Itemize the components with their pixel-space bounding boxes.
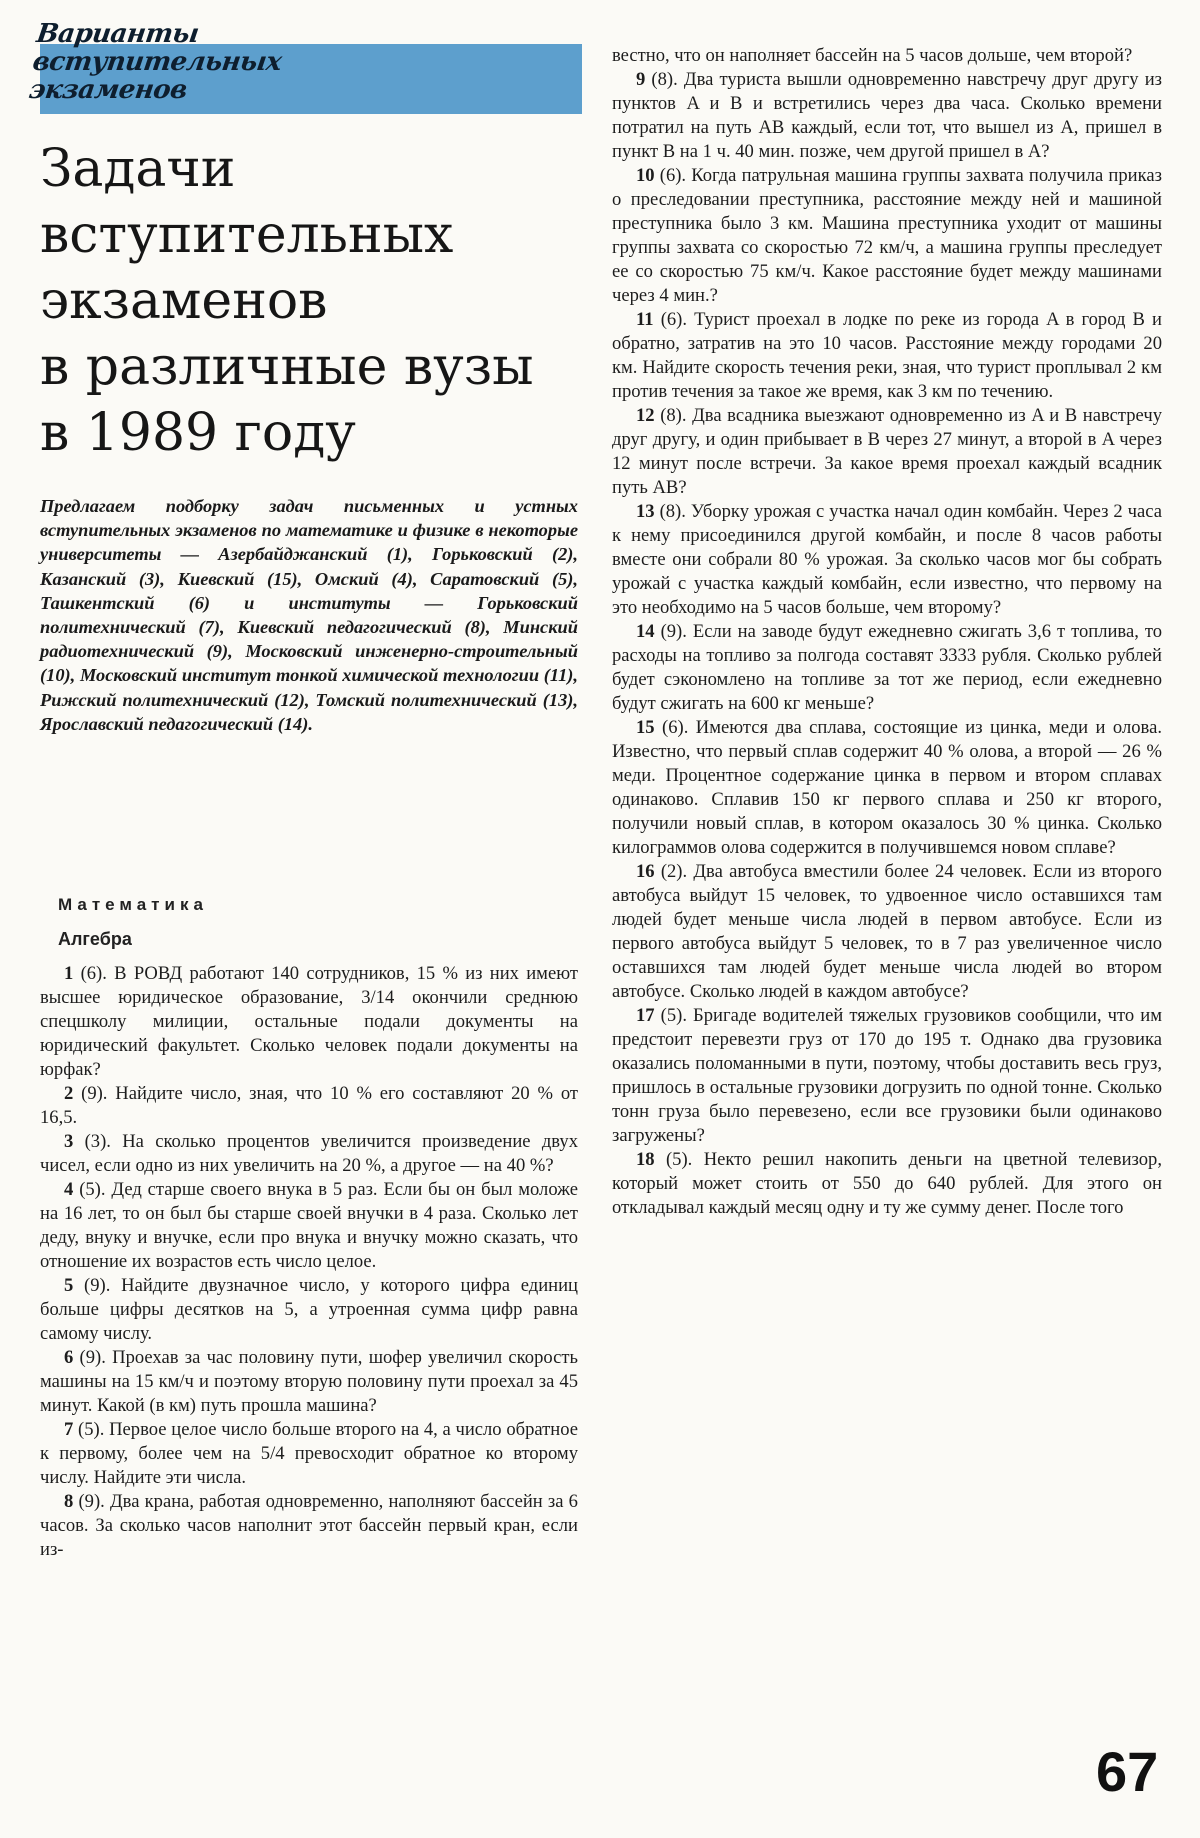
page-number: 67 [1096, 1740, 1159, 1803]
problem-4 [40, 1178, 578, 1274]
problem-16 [612, 860, 1162, 1004]
problem-number: 11 [636, 309, 654, 330]
problem-text: Два крана, работая одновременно, наполняют бассейн за 6 часов. За сколько часов наполнит этот бассейн первый кран, если из- [40, 1491, 578, 1560]
problem-source: (9). [79, 1347, 106, 1368]
problem-17 [612, 1004, 1162, 1148]
problem-number: 13 [636, 501, 655, 522]
problem-number: 1 [64, 963, 74, 984]
problem-18 [612, 1148, 1162, 1220]
problem-8-continuation: вестно, что он наполняет бассейн на 5 часов дольше, чем второй? [612, 45, 1133, 66]
title-line-4: в различные вузы [40, 337, 534, 397]
problem-source: (3). [84, 1131, 111, 1152]
title-line-5: в 1989 году [40, 403, 356, 463]
problem-number: 6 [64, 1347, 74, 1368]
problem-source: (6). [659, 165, 687, 186]
subsection-heading: Алгебра [58, 929, 132, 949]
problem-text: Два туриста вышли одновременно навстречу друг другу из пунктов A и B и встретились через два часа. Сколько времени потратил на путь AB каждый, если тот, что вышел из A, пришел в пункт B на 1 ч. 40 мин. позже, чем другой пришел в A? [612, 69, 1162, 162]
problem-5 [40, 1274, 578, 1346]
problem-source: (5). [660, 1005, 687, 1026]
problem-source: (2). [660, 861, 688, 882]
problem-number: 18 [636, 1149, 655, 1170]
problem-text: Бригаде водителей тяжелых грузовиков сообщили, что им предстоит перевезти груз от 170 до 195 т. Однако два грузовика оказались поломанными в пути, поэтому, чтобы доставить весь груз, пришлось в остальные грузовики догрузить по одной тонне. Сколько тонн груза было перевезено, если все грузовики были одинаково загружены? [612, 1005, 1162, 1146]
problem-9 [612, 68, 1162, 164]
problem-source: (9). [660, 621, 687, 642]
problem-text: Уборку урожая с участка начал один комбайн. Через 2 часа к нему присоединился другой комбайн, и после 8 часов работы вместе они собрали 80 % урожая. За сколько часов мог бы собрать урожай с участка каждый комбайн, если известно, что первому на это необходимо на 5 часов больше, чем второму? [612, 501, 1162, 618]
problem-text: Дед старше своего внука в 5 раз. Если бы он был моложе на 16 лет, то он был бы старше своей внучки в 4 раза. Сколько лет деду, внуку и внучке, если про внука и внучку можно сказать, что отношение их возрастов есть число целое. [40, 1179, 579, 1272]
problem-text: Два всадника выезжают одновременно из A и B навстречу друг другу, и один прибывает в B через 27 минут, а второй в A через 12 минут после встречи. За какое время проехал каждый всадник путь AB? [612, 405, 1162, 498]
rubric-script [25, 20, 398, 116]
problem-number: 4 [64, 1179, 74, 1200]
problem-number: 15 [636, 717, 655, 738]
problem-number: 12 [636, 405, 655, 426]
problem-1 [40, 962, 578, 1082]
title-line-2: вступительных [40, 205, 454, 265]
problem-text: Имеются два сплава, состоящие из цинка, меди и олова. Известно, что первый сплав содержит 40 % олова, а второй — 26 % меди. Процентное содержание цинка в первом и втором сплавах одинаково. Сплавив 150 кг первого сплава и 250 кг второго, получили новый сплав, в котором оказалось 30 % цинка. Сколько килограммов олова содержится в получившемся новом сплаве? [612, 717, 1162, 858]
problem-3 [40, 1130, 578, 1178]
intro-paragraph: Предлагаем подборку задач письменных и устных вступительных экзаменов по математике и физике в некоторые университеты — Азербайджанский (1), Горьковский (2), Казанский (3), Киевский (15), Омский (4), Саратовский (5), Ташкентский (6) и институты — Горьковский политехнический (7), Киевский педагогический (8), Минский радиотехнический (9), Московский инженерно-строительный (10), Московский институт тонкой химической технологии (11), Рижский политехнический (12), Томский политехнический (13), Ярославский педагогический (14). [40, 496, 578, 734]
problem-number: 7 [64, 1419, 74, 1440]
article-title [40, 136, 580, 466]
problem-number: 8 [64, 1491, 74, 1512]
problem-8 [40, 1490, 578, 1562]
problem-14 [612, 620, 1162, 716]
problem-source: (9). [84, 1275, 111, 1296]
problem-source: (5). [79, 1179, 106, 1200]
problem-source: (8). [660, 405, 687, 426]
problem-15 [612, 716, 1162, 860]
problem-text: Найдите число, зная, что 10 % его составляют 20 % от 16,5. [40, 1083, 579, 1128]
right-column [612, 44, 1162, 1220]
problem-text: Некто решил накопить деньги на цветной телевизор, который может стоить от 550 до 640 рублей. Для этого он откладывал каждый месяц одну и ту же сумму денег. После того [612, 1149, 1162, 1218]
problem-text: Турист проехал в лодке по реке из города A в город B и обратно, затратив на это 10 часов. Расстояние между городами 20 км. Найдите скорость течения реки, зная, что турист проплывал 2 км против течения за такое же время, как 3 км по течению. [612, 309, 1162, 402]
problem-number: 3 [64, 1131, 74, 1152]
section-heading: Математика [58, 895, 208, 914]
rubric-line-2: вступительных [30, 47, 284, 77]
problem-13 [612, 500, 1162, 620]
problem-number: 17 [636, 1005, 655, 1026]
problem-number: 16 [636, 861, 655, 882]
problem-11 [612, 308, 1162, 404]
left-column [40, 962, 578, 1562]
problem-7 [40, 1418, 578, 1490]
problem-source: (5). [78, 1419, 105, 1440]
title-line-1: Задачи [40, 139, 236, 199]
problem-source: (6). [80, 963, 107, 984]
problem-text: Первое целое число больше второго на 4, а число обратное к первому, более чем на 5/4 превосходит обратное ко второму числу. Найдите эти числа. [40, 1419, 579, 1488]
problem-source: (8). [659, 501, 686, 522]
problem-text: Когда патрульная машина группы захвата получила приказ о преследовании преступника, расстояние между ней и машиной преступника было 3 км. Машина преступника уходит от машины группы захвата со скоростью 72 км/ч, а машина группы преследует ее со скоростью 75 км/ч. Какое расстояние будет между машинами через 4 мин.? [612, 165, 1162, 306]
problem-source: (8). [651, 69, 678, 90]
problem-source: (9). [81, 1083, 108, 1104]
problem-number: 14 [636, 621, 655, 642]
rubric-line-3: экзаменов [26, 75, 189, 105]
problem-text: Если на заводе будут ежедневно сжигать 3,6 т топлива, то расходы на топливо за полгода составят 3333 рубля. Сколько рублей будет сэкономлено на топливе за тот же период, если ежедневно будут сжигать на 600 кг меньше? [612, 621, 1162, 714]
problem-text: Проехав за час половину пути, шофер увеличил скорость машины на 15 км/ч и поэтому вторую половину пути проехал за 45 минут. Какой (в км) путь прошла машина? [40, 1347, 578, 1416]
problem-source: (9). [78, 1491, 105, 1512]
problem-source: (6). [662, 717, 689, 738]
problem-source: (5). [665, 1149, 693, 1170]
problem-number: 10 [636, 165, 655, 186]
problem-text: В РОВД работают 140 сотрудников, 15 % из них имеют высшее юридическое образование, 3/14 окончили среднюю спецшколу милиции, остальные подали документы на юридический факультет. Сколько человек подали документы на юрфак? [40, 963, 578, 1080]
problem-number: 5 [64, 1275, 74, 1296]
problem-text: На сколько процентов увеличится произведение двух чисел, если одно из них увеличить на 20 %, а другое — на 40 %? [40, 1131, 579, 1176]
problem-10 [612, 164, 1162, 308]
problem-12 [612, 404, 1162, 500]
problem-text: Найдите двузначное число, у которого цифра единиц больше цифры десятков на 5, а утроенная сумма цифр равна самому числу. [40, 1275, 579, 1344]
problem-text: Два автобуса вместили более 24 человек. Если из второго автобуса выйдут 15 человек, то удвоенное число оставшихся там людей будет меньше числа людей в первом автобусе. Если из первого автобуса выйдут 5 человек, то в 7 раз увеличенное число оставшихся там людей будет меньше числа людей во втором автобусе. Сколько людей в каждом автобусе? [612, 861, 1162, 1002]
problem-number: 9 [636, 69, 646, 90]
problem-source: (6). [660, 309, 688, 330]
problem-6 [40, 1346, 578, 1418]
problem-number: 2 [64, 1083, 74, 1104]
rubric-line-1: Варианты [34, 19, 201, 49]
problem-2 [40, 1082, 578, 1130]
title-line-3: экзаменов [40, 271, 328, 331]
